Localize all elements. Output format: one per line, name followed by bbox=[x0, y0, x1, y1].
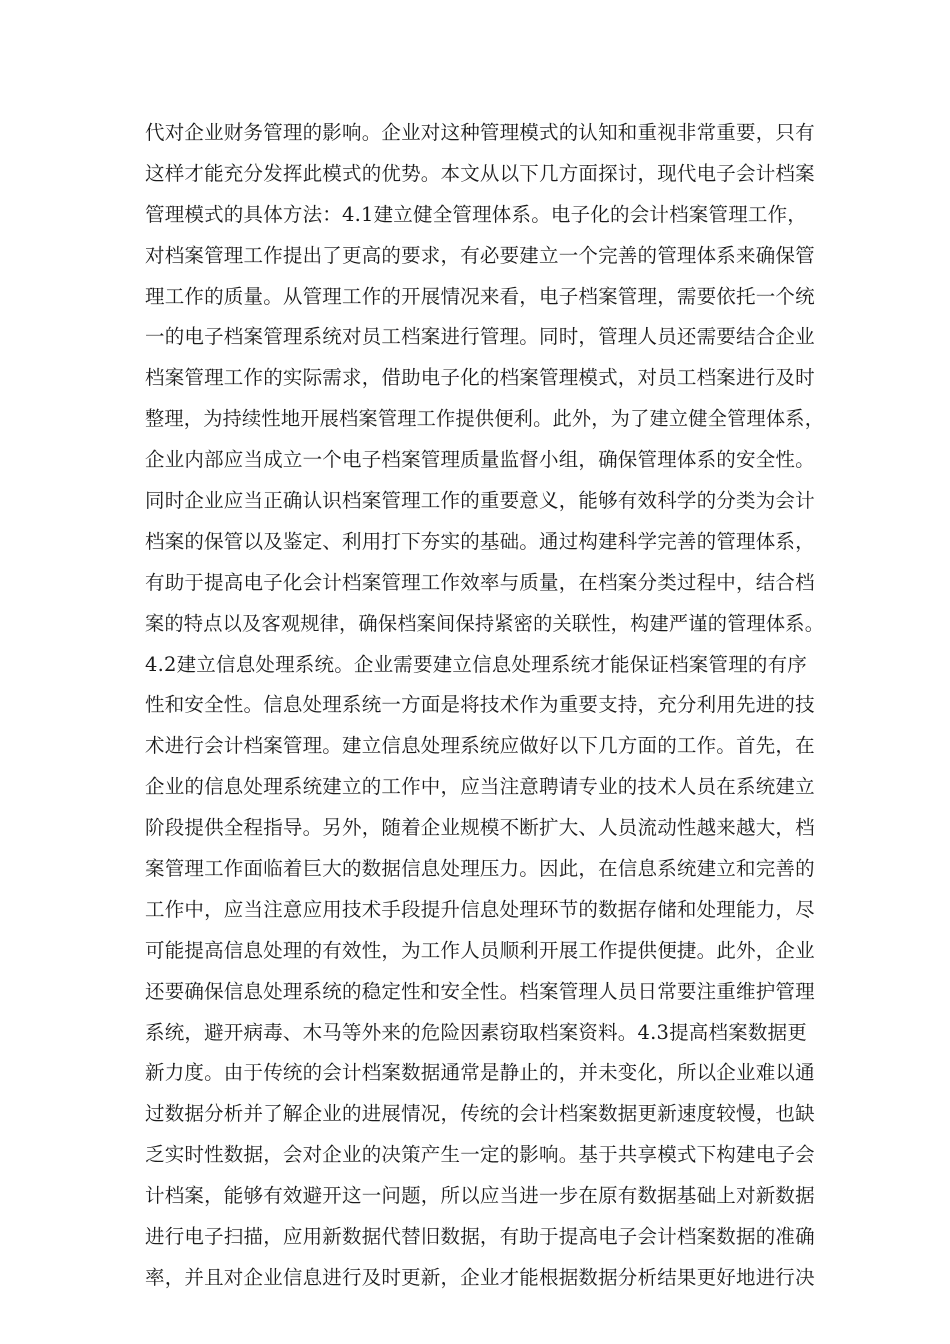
text-line: 性和安全性。信息处理系统一方面是将技术作为重要支持，充分利用先进的技 bbox=[145, 693, 815, 717]
text-line: 一的电子档案管理系统对员工档案进行管理。同时，管理人员还需要结合企业 bbox=[145, 325, 815, 349]
text-line: 率，并且对企业信息进行及时更新，企业才能根据数据分析结果更好地进行决 bbox=[145, 1265, 815, 1289]
text-line: 乏实时性数据，会对企业的决策产生一定的影响。基于共享模式下构建电子会 bbox=[145, 1143, 815, 1167]
text-line: 4.2建立信息处理系统。企业需要建立信息处理系统才能保证档案管理的有序 bbox=[145, 652, 808, 676]
text-line: 新力度。由于传统的会计档案数据通常是静止的，并未变化，所以企业难以通 bbox=[145, 1061, 815, 1085]
text-line: 阶段提供全程指导。另外，随着企业规模不断扩大、人员流动性越来越大，档 bbox=[145, 816, 815, 840]
text-line: 同时企业应当正确认识档案管理工作的重要意义，能够有效科学的分类为会计 bbox=[145, 489, 815, 513]
text-line: 计档案，能够有效避开这一问题，所以应当进一步在原有数据基础上对新数据 bbox=[145, 1184, 815, 1208]
text-line: 工作中，应当注意应用技术手段提升信息处理环节的数据存储和处理能力，尽 bbox=[145, 897, 815, 921]
text-line: 档案的保管以及鉴定、利用打下夯实的基础。通过构建科学完善的管理体系， bbox=[145, 529, 815, 553]
text-line: 这样才能充分发挥此模式的优势。本文从以下几方面探讨，现代电子会计档案 bbox=[145, 161, 815, 185]
text-line: 管理模式的具体方法：4.1建立健全管理体系。电子化的会计档案管理工作， bbox=[145, 202, 808, 226]
text-line: 有助于提高电子化会计档案管理工作效率与质量，在档案分类过程中，结合档 bbox=[145, 570, 815, 594]
text-line: 企业的信息处理系统建立的工作中，应当注意聘请专业的技术人员在系统建立 bbox=[145, 775, 815, 799]
text-line: 整理，为持续性地开展档案管理工作提供便利。此外，为了建立健全管理体系， bbox=[145, 407, 825, 431]
text-line: 档案管理工作的实际需求，借助电子化的档案管理模式，对员工档案进行及时 bbox=[145, 366, 815, 390]
text-line: 过数据分析并了解企业的进展情况，传统的会计档案数据更新速度较慢，也缺 bbox=[145, 1102, 815, 1126]
text-line: 进行电子扫描，应用新数据代替旧数据，有助于提高电子会计档案数据的准确 bbox=[145, 1225, 815, 1249]
text-line: 代对企业财务管理的影响。企业对这种管理模式的认知和重视非常重要，只有 bbox=[145, 121, 815, 144]
text-line: 系统，避开病毒、木马等外来的危险因素窃取档案资料。4.3提高档案数据更 bbox=[145, 1020, 808, 1044]
text-line: 术进行会计档案管理。建立信息处理系统应做好以下几方面的工作。首先，在 bbox=[145, 734, 815, 758]
text-line: 还要确保信息处理系统的稳定性和安全性。档案管理人员日常要注重维护管理 bbox=[145, 979, 815, 1003]
text-line: 对档案管理工作提出了更高的要求，有必要建立一个完善的管理体系来确保管 bbox=[145, 243, 815, 267]
text-line: 可能提高信息处理的有效性，为工作人员顺利开展工作提供便捷。此外，企业 bbox=[145, 938, 815, 962]
text-line: 案的特点以及客观规律，确保档案间保持紧密的关联性，构建严谨的管理体系。 bbox=[145, 611, 825, 635]
text-line: 理工作的质量。从管理工作的开展情况来看，电子档案管理，需要依托一个统 bbox=[145, 284, 815, 308]
body-text bbox=[145, 113, 825, 1299]
text-line: 企业内部应当成立一个电子档案管理质量监督小组，确保管理体系的安全性。 bbox=[145, 448, 815, 472]
text-line: 案管理工作面临着巨大的数据信息处理压力。因此，在信息系统建立和完善的 bbox=[145, 857, 815, 881]
